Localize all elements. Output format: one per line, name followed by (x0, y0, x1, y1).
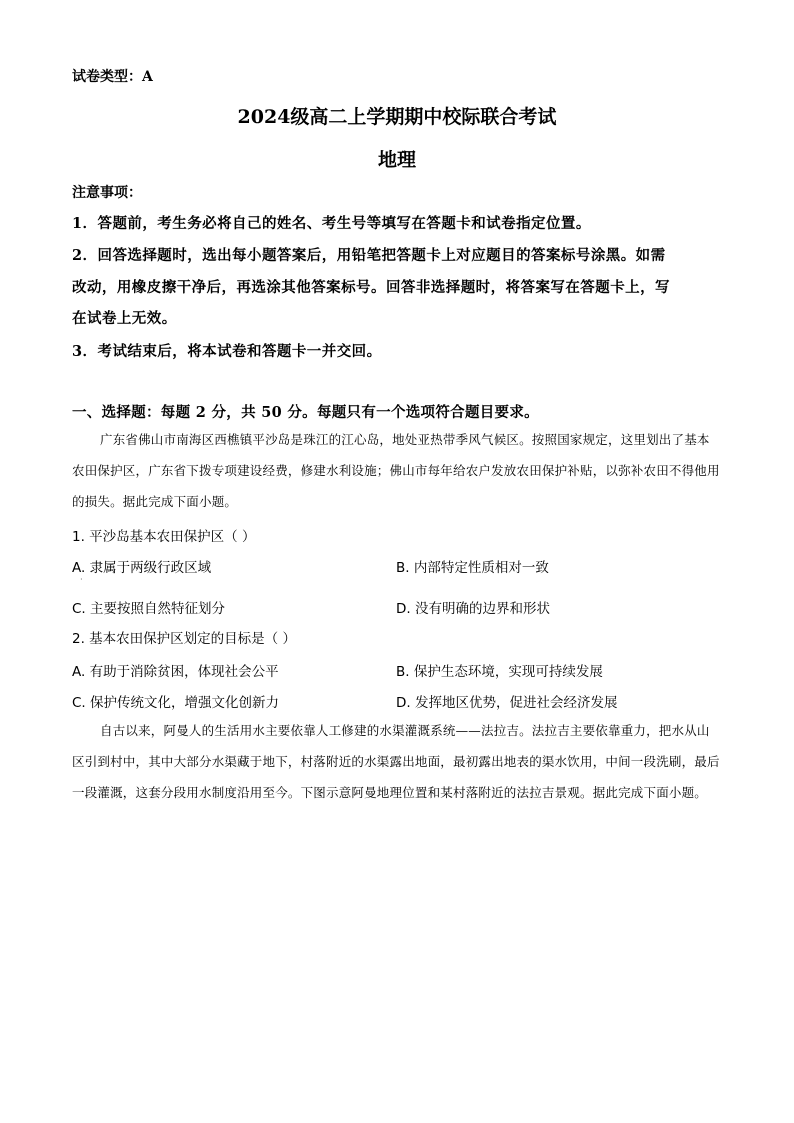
notice-item-2-line-3: 在试卷上无效。 (72, 310, 177, 327)
question-1-option-d: D. 没有明确的边界和形状 (396, 601, 550, 617)
reading-passage-1: 广东省佛山市南海区西樵镇平沙岛是珠江的江心岛，地处亚热带季风气候区。按照国家规定，这里划出了基本农田保护区，广东省下拨专项建设经费，修建水利设施；佛山市每年给农户发放农田保护补贴，以弥补农田不得他用的损失。据此完成下面小题。 (72, 432, 720, 509)
notice-item-2-line-2: 改动，用橡皮擦干净后，再选涂其他答案标号。回答非选择题时，将答案写在答题卡上，写 (72, 279, 670, 296)
question-2-stem: 2. 基本农田保护区划定的目标是（ ） (72, 631, 296, 647)
exam-title: 2024级高二上学期期中校际联合考试 (237, 106, 557, 128)
question-1-option-b: B. 内部特定性质相对一致 (396, 560, 549, 576)
reading-passage-2: 自古以来，阿曼人的生活用水主要依靠人工修建的水渠灌溉系统——法拉吉。法拉吉主要依靠重力，把水从山区引到村中，其中大部分水渠藏于地下，村落附近的水渠露出地面，最初露出地表的渠水饮用，中间一段洗刷，最后一段灌溉，这套分段用水制度沿用至今。下图示意阿曼地理位置和某村落附近的法拉吉景观。据此完成下面小题。 (72, 723, 720, 800)
notice-heading: 注意事项： (72, 185, 142, 201)
question-2-option-b: B. 保护生态环境，实现可持续发展 (396, 664, 603, 680)
subject-title: 地理 (377, 149, 416, 171)
question-1-option-c: C. 主要按照自然特征划分 (72, 601, 226, 617)
question-2-option-c: C. 保护传统文化，增强文化创新力 (72, 695, 280, 711)
question-2-option-a: A. 有助于消除贫困，体现社会公平 (72, 664, 279, 680)
stray-dot-mark: · (80, 575, 83, 584)
notice-item-3: 3．考试结束后，将本试卷和答题卡一并交回。 (72, 343, 382, 360)
question-1-stem: 1. 平沙岛基本农田保护区（ ） (72, 529, 256, 545)
notice-item-1: 1．答题前，考生务必将自己的姓名、考生号等填写在答题卡和试卷指定位置。 (72, 215, 591, 232)
section-heading: 一、选择题：每题 2 分，共 50 分。每题只有一个选项符合题目要求。 (72, 404, 539, 421)
question-1-option-a: A. 隶属于两级行政区域 (72, 560, 212, 576)
exam-type-label: 试卷类型：A (72, 69, 153, 85)
notice-item-2-line-1: 2．回答选择题时，选出每小题答案后，用铅笔把答题卡上对应题目的答案标号涂黑。如需 (72, 247, 666, 264)
question-2-option-d: D. 发挥地区优势，促进社会经济发展 (396, 695, 618, 711)
